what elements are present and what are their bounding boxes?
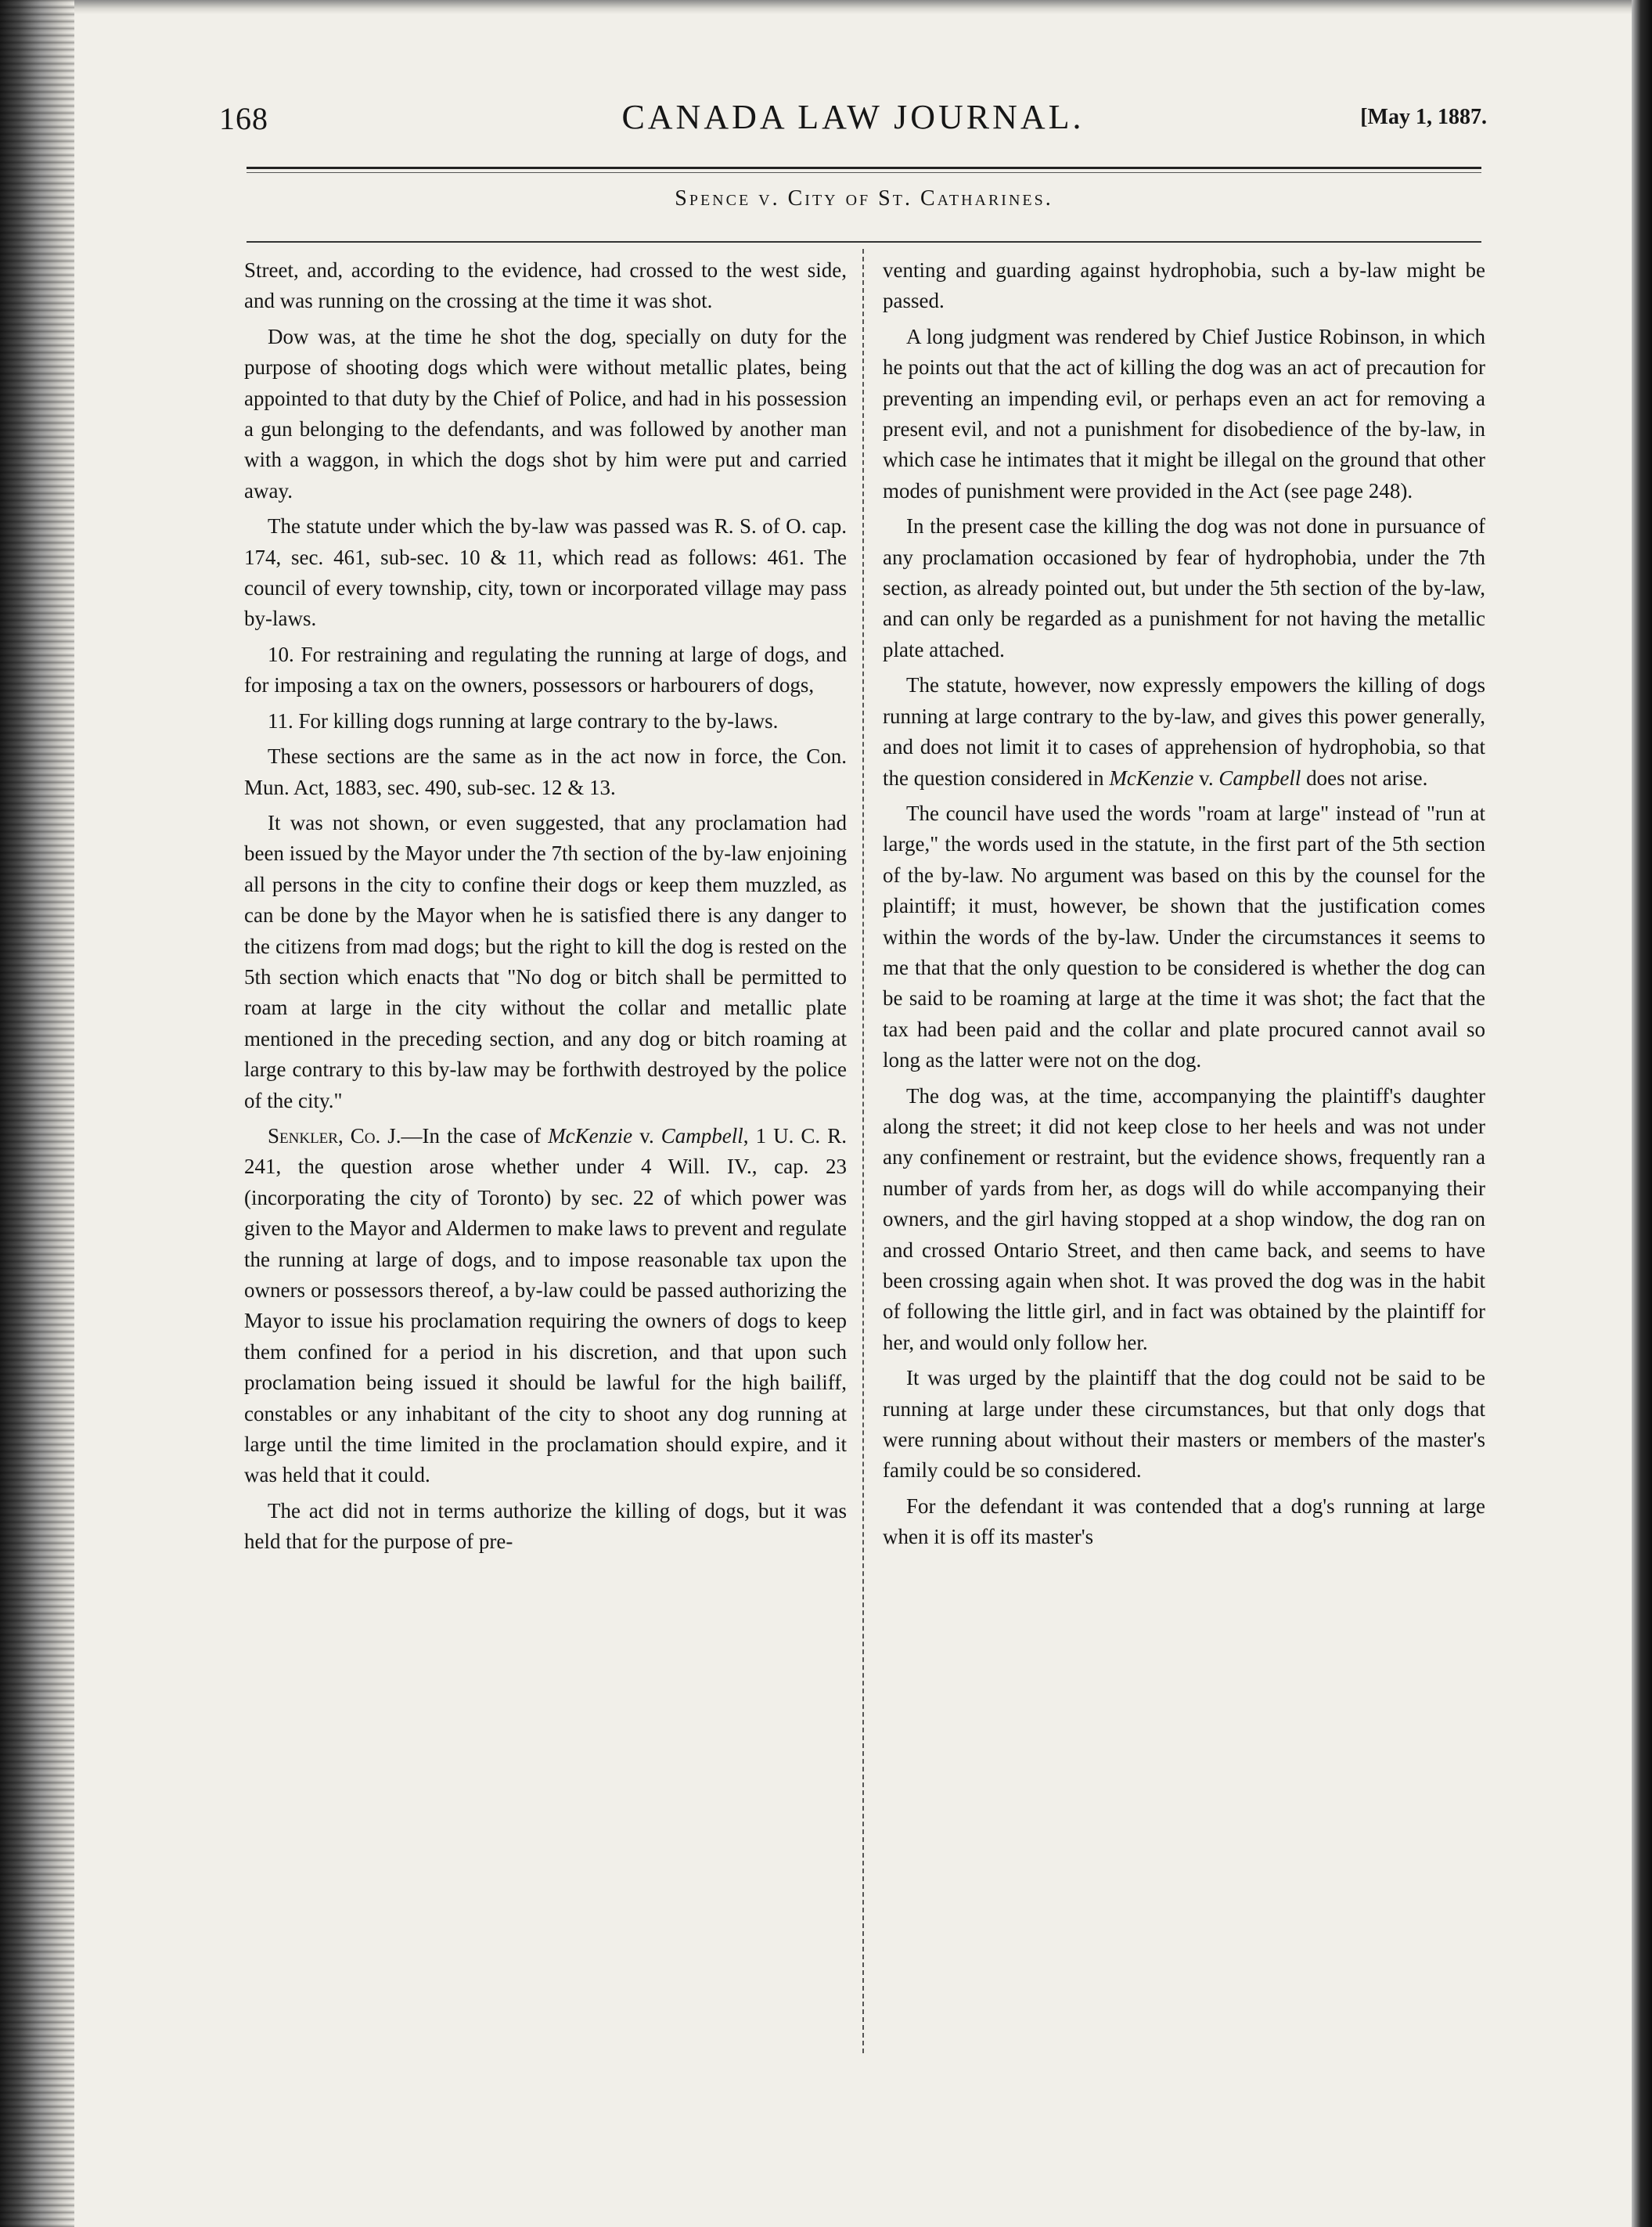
case-name: Campbell (660, 1123, 743, 1148)
right-column (883, 255, 1485, 1558)
paragraph (883, 670, 1485, 794)
header-rule (247, 167, 1481, 169)
paragraph: It was not shown, or even suggested, that any proclamation had been issued by the Mayor under the 7th section of the by-law enjoining all persons in the city to confine their dogs or keep them muzzled, as can be done by the Mayor when he is satisfied there is any danger to the citizens from mad dogs; but the right to kill the dog is rested on the 5th section which enacts that "No dog or bitch shall be permitted to roam at large in the city without the collar and metallic plate mentioned in the preceding section, and any dog or bitch roaming at large contrary to this by-law may be forthwith destroyed by the police of the city." (244, 810, 847, 1112)
paragraph: 11. For killing dogs running at large contrary to the by-laws. (268, 708, 779, 733)
text-run: v. (632, 1123, 661, 1148)
paragraph: For the defendant it was contended that a dog's running at large when it is off its master's (883, 1494, 1485, 1549)
text-run: v. (1193, 766, 1219, 790)
issue-date: [May 1, 1887. (1360, 105, 1487, 129)
left-column (244, 255, 847, 1562)
scan-edge-right (1632, 0, 1652, 2227)
journal-title: CANADA LAW JOURNAL. (621, 98, 1085, 136)
header-rule-thin (247, 172, 1481, 173)
case-name: McKenzie (548, 1123, 633, 1148)
paragraph: The dog was, at the time, accompanying the plaintiff's daughter along the street; it did not keep close to her heels and was not under any confinement or restraint, but the evidence shows, frequently ran a number of yards from her, as dogs will do while accompanying their owners, and the girl having stopped at a shop window, the dog ran on and crossed Ontario Street, and then came back, and seems to have been crossing again when shot. It was proved the dog was in the habit of following the little girl, and in fact was obtained by the plaintiff for her, and would only follow her. (883, 1083, 1485, 1354)
paragraph: A long judgment was rendered by Chief Justice Robinson, in which he points out that the act of killing the dog was an act of precaution for preventing an impending evil, or perhaps even an act for removing a present evil, and not a punishment for disobedience of the by-law, in which case he intimates that it might be illegal on the ground that other modes of punishment were provided in the Act (see page 248). (883, 324, 1485, 503)
paragraph: venting and guarding against hydrophobia, such a by-law might be passed. (883, 258, 1485, 313)
paragraph: The council have used the words "roam at large" instead of "run at large," the words used in the statute, in the first part of the 5th section of the by-law. No argument was based on this by the counsel for the plaintiff; it must, however, be shown that the justification comes within the words of the by-law. Under the circumstances it seems to me that that the only question to be considered is whether the dog can be said to be roaming at large at the time it was shot; the fact that the tax had been paid and the collar and plate procured cannot avail so long as the latter were not on the dog. (883, 801, 1485, 1072)
paragraph: Dow was, at the time he shot the dog, specially on duty for the purpose of shooting dogs which were without metallic plates, being appointed to that duty by the Chief of Police, and had in his possession a gun belonging to the defendants, and was followed by another man with a waggon, in which the dogs shot by him were put and carried away. (244, 324, 847, 503)
scan-edge-left (0, 0, 74, 2227)
case-title: Spence v. City of St. Catharines. (675, 186, 1053, 211)
page-number: 168 (219, 101, 268, 136)
paragraph: It was urged by the plaintiff that the dog could not be said to be running at large under these circumstances, but that only dogs that were running about without their masters or members of the master's family could be so considered. (883, 1366, 1485, 1483)
paragraph: These sections are the same as in the act now in force, the Con. Mun. Act, 1883, sec. 490, sub-sec. 12 & 13. (244, 744, 847, 799)
paragraph: 10. For restraining and regulating the running at large of dogs, and for imposing a tax on the owners, possessors or harbourers of dogs, (244, 642, 847, 697)
text-run: does not arise. (1301, 766, 1428, 790)
scan-edge-top (74, 0, 1632, 14)
paragraph: The statute under which the by-law was passed was R. S. of O. cap. 174, sec. 461, sub-sec. 10 & 11, which read as follows: 461. The council of every township, city, town or incorporated village may pass by-laws. (244, 514, 847, 631)
text-run: —In the case of (401, 1123, 549, 1148)
paragraph: In the present case the killing the dog was not done in pursuance of any proclamation occasioned by fear of hydrophobia, under the 7th section, as already pointed out, but under the 5th section of the by-law, and can only be regarded as a punishment for not having the metallic plate attached. (883, 514, 1485, 661)
paragraph-judgment (244, 1121, 847, 1491)
paragraph: Street, and, according to the evidence, had crossed to the west side, and was running on the crossing at the time it was shot. (244, 258, 847, 313)
running-header (219, 95, 1487, 150)
case-name: Campbell (1218, 766, 1301, 790)
case-name: McKenzie (1109, 766, 1194, 790)
text-run: , 1 U. C. R. 241, the question arose whether under 4 Will. IV., cap. 23 (incorporating the city of Toronto) by sec. 22 of which power was given to the Mayor and Aldermen to make laws to prevent and regulate the running at large of dogs, and to impose reasonable tax upon the owners or possessors thereof, a by-law could be passed authorizing the Mayor to issue his proclamation requiring the owners of dogs to keep them confined for a period in his discretion, and that upon such proclamation being issued it should be lawful for the high bailiff, constables or any inhabitant of the city to shoot any dog running at large until the time limited in the proclamation should expire, and it was held that it could. (244, 1123, 847, 1487)
paragraph: The act did not in terms authorize the killing of dogs, but it was held that for the purpose of pre- (244, 1498, 847, 1554)
text-run: The statute, however, now expressly empowers the killing of dogs running at large contrary to the by-law, and gives this power generally, and does not limit it to cases of apprehension of hydrophobia, so that the question considered in (883, 673, 1485, 790)
case-title-rule (247, 241, 1481, 243)
judge-name: Senkler, Co. J. (268, 1123, 401, 1148)
column-divider (862, 249, 864, 2053)
